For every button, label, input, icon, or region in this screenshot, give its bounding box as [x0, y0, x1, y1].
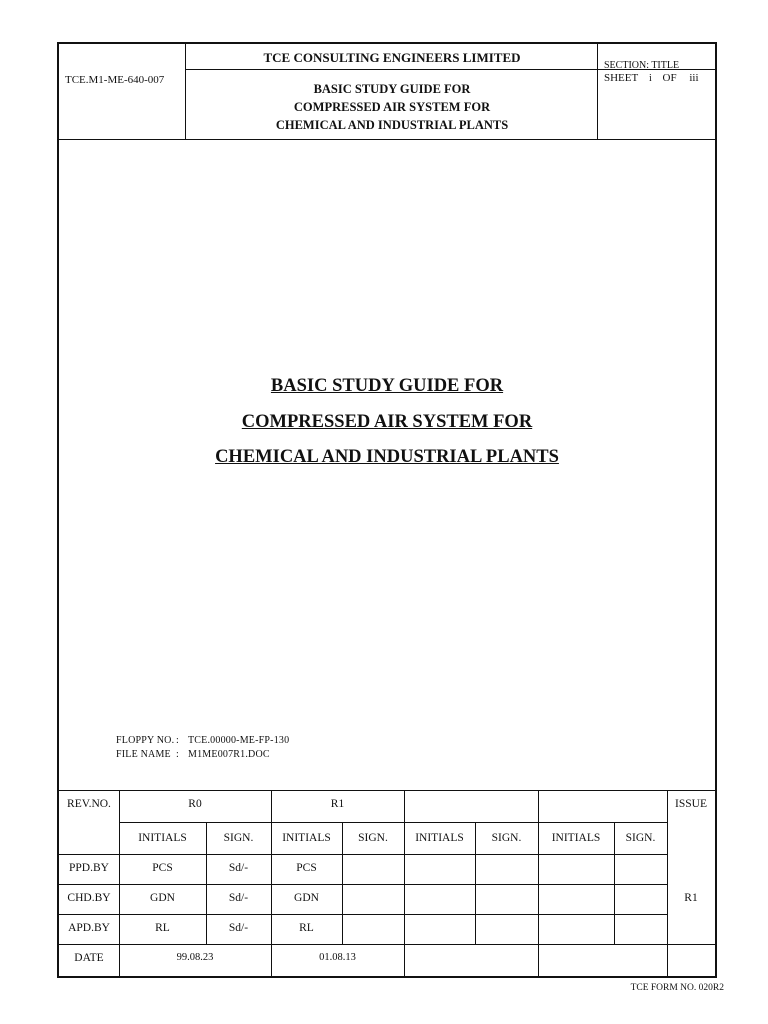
date-r1: 01.08.13: [319, 952, 356, 963]
issue-value: R1: [684, 892, 698, 904]
header-subtitle: [187, 80, 597, 134]
rev-col-line: [119, 790, 120, 976]
rev-r0: R0: [188, 798, 202, 810]
date-r0: 99.08.23: [176, 952, 214, 963]
initials-header: INITIALS: [551, 832, 601, 844]
row-label-apd: APD.BY: [68, 922, 110, 934]
form-number: TCE FORM NO. 020R2: [630, 983, 724, 993]
page-frame: [57, 42, 717, 978]
sign-header: SIGN.: [625, 832, 656, 844]
sheet-number: i: [648, 73, 652, 84]
file-value: M1ME007R1.DOC: [188, 749, 270, 760]
header-divider-left: [185, 44, 186, 139]
document-number: TCE.M1-ME-640-007: [65, 74, 165, 86]
file-separator: :: [176, 749, 179, 760]
ppd-r1-initials: PCS: [296, 862, 317, 874]
chd-r0-sign: Sd/-: [228, 892, 249, 904]
file-label: FILE NAME: [116, 749, 171, 760]
company-name: TCE CONSULTING ENGINEERS LIMITED: [263, 50, 521, 65]
floppy-separator: :: [176, 735, 179, 746]
floppy-label: FLOPPY NO.: [116, 735, 175, 746]
initials-header: INITIALS: [282, 832, 331, 844]
main-title-line: COMPRESSED AIR SYSTEM FOR: [241, 412, 533, 432]
chd-r0-initials: GDN: [150, 892, 175, 904]
rev-table-line: [59, 944, 715, 945]
section-label: SECTION: TITLE: [604, 60, 680, 71]
row-label-ppd: PPD.BY: [69, 862, 109, 874]
sign-header: SIGN.: [358, 832, 388, 844]
rev-table-line: [59, 914, 667, 915]
file-info: [116, 749, 270, 760]
sign-header: SIGN.: [491, 832, 522, 844]
rev-table-line: [59, 884, 667, 885]
rev-col-line: [271, 790, 272, 976]
sheet-label: SHEET: [604, 72, 639, 84]
rev-table-top: [59, 790, 715, 791]
header-divider-right: [597, 44, 598, 139]
header-subtitle-line: CHEMICAL AND INDUSTRIAL PLANTS: [275, 118, 509, 132]
initials-header: INITIALS: [415, 832, 464, 844]
chd-r1-initials: GDN: [294, 892, 319, 904]
issue-label: ISSUE: [675, 798, 707, 810]
header-subtitle-line: COMPRESSED AIR SYSTEM FOR: [293, 100, 491, 114]
rev-col-line: [404, 790, 405, 976]
floppy-info: [116, 735, 289, 746]
apd-r0-sign: Sd/-: [228, 922, 249, 934]
floppy-value: TCE.00000-ME-FP-130: [188, 735, 290, 746]
header-subtitle-line: BASIC STUDY GUIDE FOR: [313, 82, 471, 96]
apd-r1-initials: RL: [299, 922, 314, 934]
rev-table-line: [59, 854, 667, 855]
apd-r0-initials: RL: [155, 922, 170, 934]
sign-header: SIGN.: [223, 832, 254, 844]
rev-col-line: [538, 790, 539, 976]
rev-r1: R1: [330, 798, 345, 810]
rev-col-line: [667, 790, 668, 976]
rev-no-label: REV.NO.: [67, 798, 111, 810]
rev-table-line: [119, 822, 667, 823]
ppd-r0-sign: Sd/-: [228, 862, 249, 874]
ppd-r0-initials: PCS: [152, 862, 173, 874]
sheet-indicator: [604, 72, 699, 84]
initials-header: INITIALS: [138, 832, 187, 844]
row-label-chd: CHD.BY: [67, 892, 111, 904]
main-title-line: BASIC STUDY GUIDE FOR: [270, 376, 504, 396]
header-bottom-line: [59, 139, 715, 140]
date-label: DATE: [74, 952, 104, 964]
of-label: OF: [662, 72, 677, 84]
main-title-line: CHEMICAL AND INDUSTRIAL PLANTS: [215, 447, 559, 467]
sheet-total: iii: [689, 72, 699, 84]
